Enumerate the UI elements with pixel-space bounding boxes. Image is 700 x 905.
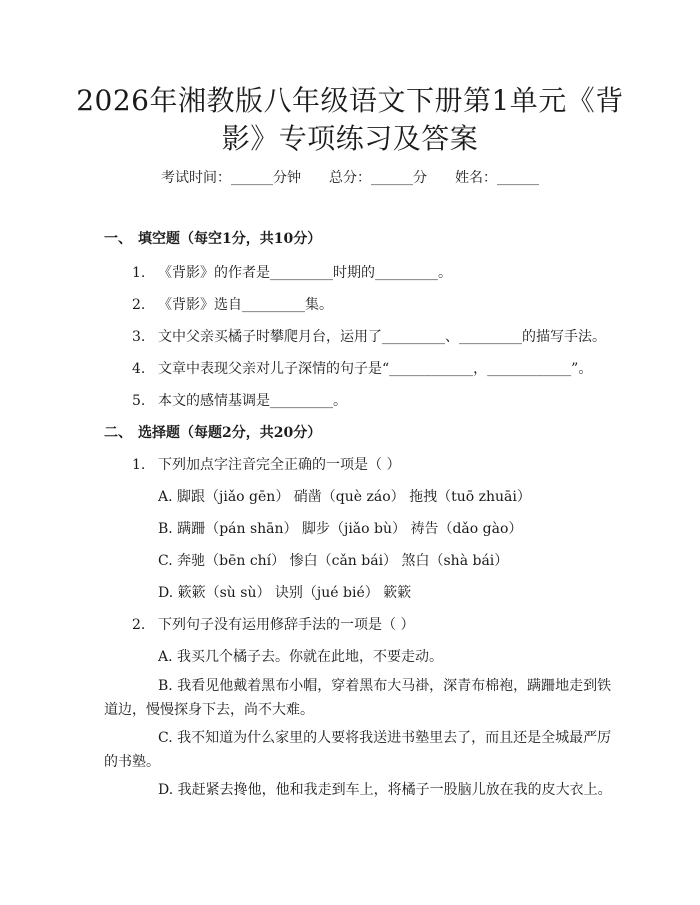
question-text: 下列加点字注音完全正确的一项是（ ） — [158, 457, 401, 473]
question-text: 文中父亲买橘子时攀爬月台，运用了_________、_________的描写手法。 — [158, 329, 606, 345]
fill-question-3 — [132, 327, 606, 347]
option-d: D. 簌簌（sù sù） 诀别（jué bié） 簌簌 — [158, 585, 412, 601]
section-1-header — [104, 229, 321, 249]
question-text: 下列句子没有运用修辞手法的一项是（ ） — [158, 617, 415, 633]
option-a: A. 我买几个橘子去。你就在此地，不要走动。 — [158, 649, 444, 665]
fill-question-5 — [132, 391, 347, 411]
section-2-header — [104, 423, 321, 443]
question-number: 3. — [132, 329, 146, 345]
choice-question-2 — [132, 615, 414, 635]
question-text: 本文的感情基调是_________。 — [158, 393, 347, 409]
question-number: 5. — [132, 393, 146, 409]
option-a: A. 脚跟（jiǎo gēn） 硝凿（què záo） 拖拽（tuō zhuāi） — [158, 489, 531, 505]
fill-question-1 — [132, 263, 452, 283]
question-number: 1. — [132, 457, 146, 473]
question-number: 1. — [132, 265, 146, 281]
option-b: B. 我看见他戴着黑布小帽，穿着黑布大马褂，深青布棉袍，蹒跚地走到铁道边，慢慢探身下去，尚不大难。 — [104, 678, 612, 718]
option-d: D. 我赶紧去搀他，他和我走到车上，将橘子一股脑儿放在我的皮大衣上。 — [158, 782, 612, 798]
section-2-heading: 选择题（每题2分，共20分） — [138, 425, 322, 441]
option-b: B. 蹒跚（pán shān） 脚步（jiǎo bù） 祷告（dǎo gào） — [158, 521, 523, 537]
question-text: 《背影》的作者是_________时期的_________。 — [158, 265, 452, 281]
page-title-line-1: 2026年湘教版八年级语文下册第1单元《背 — [76, 84, 624, 117]
question-text: 文章中表现父亲对儿子深情的句子是“____________，____________”。 — [158, 361, 593, 377]
question-number: 4. — [132, 361, 146, 377]
page-title-line-2: 影》专项练习及答案 — [221, 122, 479, 155]
option-c: C. 我不知道为什么家里的人要将我送进书塾里去了，而且还是全城最严厉的书塾。 — [104, 730, 612, 770]
choice-question-1 — [132, 455, 400, 475]
question-text: 《背影》选自_________集。 — [158, 297, 333, 313]
section-1-number: 一、 — [104, 231, 132, 247]
option-c: C. 奔驰（bēn chí） 惨白（cǎn bái） 煞白（shà bái） — [158, 553, 509, 569]
section-1-heading: 填空题（每空1分，共10分） — [138, 231, 322, 247]
fill-question-4 — [132, 359, 592, 379]
fill-question-2 — [132, 295, 333, 315]
question-number: 2. — [132, 617, 146, 633]
exam-info: 考试时间：______分钟 总分：______分 姓名：______ — [161, 170, 539, 186]
section-2-number: 二、 — [104, 425, 132, 441]
question-number: 2. — [132, 297, 146, 313]
